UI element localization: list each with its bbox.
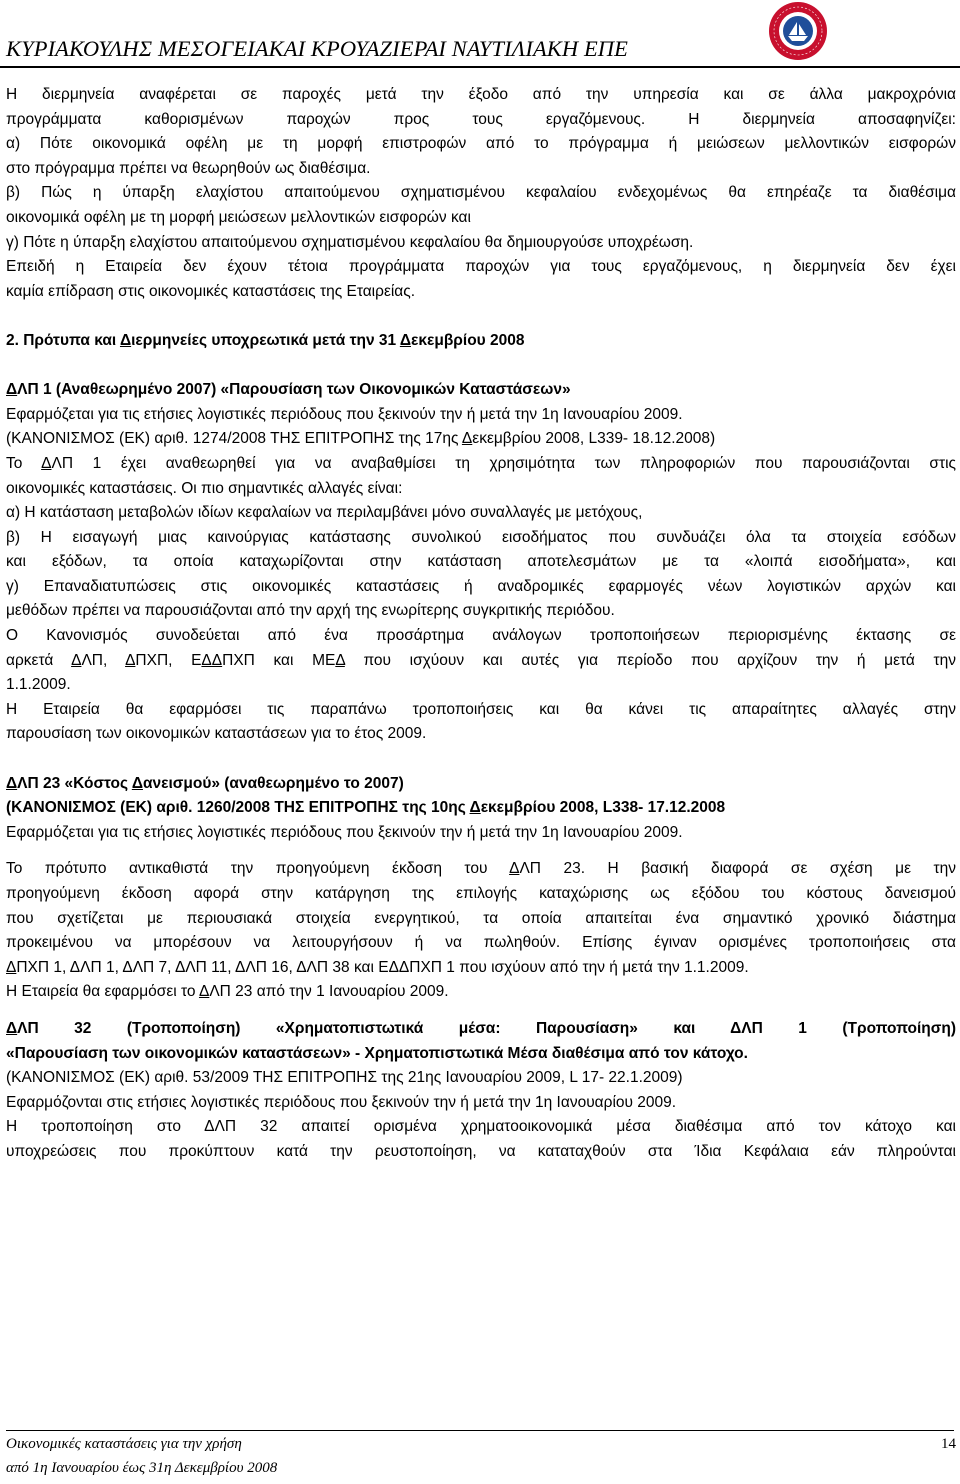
text-line: α) Πότε οικονομικά οφέλη με τη μορφή επιστροφών από το πρόγραμμα ή μειώσεων μελλοντικών εισφορών — [6, 135, 956, 153]
text-line: Επειδή η Εταιρεία δεν έχουν τέτοια προγράμματα παροχών για τους εργαζόμενους, η διερμηνεία δεν έχει — [6, 258, 956, 276]
regulation-reference: (ΚΑΝΟΝΙΣΜΟΣ (ΕΚ) αριθ. 1260/2008 ΤΗΣ ΕΠΙΤΡΟΠΗΣ της 10ης Δεκεμβρίου 2008, L338- 17.12.2008 — [6, 799, 726, 817]
footer-report-title: Οικονομικές καταστάσεις για την χρήση — [6, 1436, 242, 1452]
text-line: προκειμένου να μπορέσουν να λειτουργήσουν ή να πωληθούν. Επίσης έγιναν ορισμένες τροποποιήσεις στα — [6, 934, 956, 952]
text-line: Η Εταιρεία θα εφαρμόσει το ΔΛΠ 23 από την 1 Ιανουαρίου 2009. — [6, 983, 449, 1001]
footer-period: από 1η Ιανουαρίου έως 31η Δεκεμβρίου 2008 — [6, 1460, 278, 1476]
footer-divider — [6, 1430, 954, 1431]
text-line: Εφαρμόζονται στις ετήσιες λογιστικές περιόδους που ξεκινούν την ή μετά την 1η Ιανουαρίου 2009. — [6, 1093, 677, 1111]
text-line: καμία επίδραση στις οικονομικές καταστάσεις της Εταιρείας. — [6, 282, 416, 300]
page-header — [0, 0, 960, 68]
standard-heading: ΔΛΠ 23 «Κόστος Δανεισμού» (αναθεωρημένο το 2007) — [6, 774, 404, 792]
company-logo-icon — [758, 0, 838, 62]
text-line: οικονομικές καταστάσεις. Οι πιο σημαντικές αλλαγές είναι: — [6, 479, 403, 497]
text-line: 1.1.2009. — [6, 676, 71, 694]
text-line: Ο Κανονισμός συνοδεύεται από ένα προσάρτημα ανάλογων τροποποιήσεων περιορισμένης έκτασης σε — [6, 627, 956, 645]
text-line: υποχρεώσεις που προκύπτουν κατά την ρευστοποίηση, να καταταχθούν στα Ίδια Κεφάλαια εάν πληρούνται — [6, 1142, 956, 1160]
standard-heading: ΔΛΠ 1 (Αναθεωρημένο 2007) «Παρουσίαση των Οικονομικών Καταστάσεων» — [6, 381, 571, 399]
page-number: 14 — [941, 1436, 956, 1452]
text-line: Το πρότυπο αντικαθιστά την προηγούμενη έκδοση του ΔΛΠ 23. Η βασική διαφορά σε σχέση με την — [6, 860, 956, 878]
text-line: Το ΔΛΠ 1 έχει αναθεωρηθεί για να αναβαθμίσει τη χρησιμότητα των πληροφοριών που παρουσιάζονται στις — [6, 454, 956, 472]
text-line: Εφαρμόζεται για τις ετήσιες λογιστικές περιόδους που ξεκινούν την ή μετά την 1η Ιανουαρίου 2009. — [6, 405, 683, 423]
standard-heading: «Παρουσίαση των οικονομικών καταστάσεων» - Χρηματοπιστωτικά Μέσα διαθέσιμα από τον κάτοχο. — [6, 1044, 748, 1062]
document-body — [6, 83, 956, 1165]
text-line: β) Η εισαγωγή μιας καινούργιας κατάστασης συνολικού εισοδήματος που συνδυάζει όλα τα στοιχεία εσόδων — [6, 528, 956, 546]
text-line: που σχετίζεται με περιουσιακά στοιχεία ενεργητικού, τα οποία απαιτείται ένα σημαντικό χρονικό διάστημα — [6, 909, 956, 927]
standard-heading: ΔΛΠ 32 (Τροποποίηση) «Χρηματοπιστωτικά μέσα: Παρουσίαση» και ΔΛΠ 1 (Τροποποίηση) — [6, 1019, 956, 1037]
text-line: προηγούμενη έκδοση αφορά στην κατάργηση της επιλογής καταχώρισης ως εξόδου του κόστους δανεισμού — [6, 885, 956, 902]
text-line: οικονομικά οφέλη με τη μορφή μειώσεων μελλοντικών εισφορών και — [6, 208, 471, 226]
text-line: α) Η κατάσταση μεταβολών ιδίων κεφαλαίων να περιλαμβάνει μόνο συναλλαγές με μετόχους, — [6, 504, 643, 522]
text-line: γ) Επαναδιατυπώσεις στις οικονομικές καταστάσεις ή αναδρομικές εφαρμογές νέων λογιστικών αρχών και — [6, 577, 956, 595]
text-line: προγράμματα καθορισμένων παροχών προς τους εργαζόμενους. Η διερμηνεία αποσαφηνίζει: — [6, 110, 956, 128]
text-line: Η Εταιρεία θα εφαρμόσει τις παραπάνω τροποποιήσεις και θα κάνει τις απαραίτητες αλλαγές στην — [6, 700, 956, 718]
text-line: ΔΠΧΠ 1, ΔΛΠ 1, ΔΛΠ 7, ΔΛΠ 11, ΔΛΠ 16, ΔΛΠ 38 και ΕΔΔΠΧΠ 1 που ισχύουν από την ή μετά την 1.1.2009. — [6, 958, 749, 976]
regulation-reference: (ΚΑΝΟΝΙΣΜΟΣ (ΕΚ) αριθ. 53/2009 ΤΗΣ ΕΠΙΤΡΟΠΗΣ της 21ης Ιανουαρίου 2009, L 17- 22.1.2009) — [6, 1069, 683, 1087]
company-title: ΚΥΡΙΑΚΟΥΛΗΣ ΜΕΣΟΓΕΙΑΚΑΙ ΚΡΟΥΑΖΙΕΡΑΙ ΝΑΥΤΙΛΙΑΚΗ ΕΠΕ — [6, 36, 629, 61]
text-line: στο πρόγραμμα πρέπει να θεωρηθούν ως διαθέσιμα. — [6, 159, 371, 177]
text-line: β) Πώς η ύπαρξη ελαχίστου απαιτούμενου σχηματισμένου κεφαλαίου ενδεχομένως θα επηρέαζε τα διαθέσιμα — [6, 184, 956, 202]
text-line: και εξόδων, τα οποία καταχωρίζονται στην κατάσταση αποτελεσμάτων με τα «λοιπά εισοδήματα», και — [6, 553, 956, 571]
text-line: Εφαρμόζεται για τις ετήσιες λογιστικές περιόδους που ξεκινούν την ή μετά την 1η Ιανουαρίου 2009. — [6, 823, 683, 841]
regulation-reference: (ΚΑΝΟΝΙΣΜΟΣ (ΕΚ) αριθ. 1274/2008 ΤΗΣ ΕΠΙΤΡΟΠΗΣ της 17ης Δεκεμβρίου 2008, L339- 18.12.2008) — [6, 430, 716, 448]
text-line: Η τροποποίηση στο ΔΛΠ 32 απαιτεί ορισμένα χρηματοοικονομικά μέσα διαθέσιμα από τον κάτοχο και — [6, 1118, 956, 1136]
text-line: μεθόδων πρέπει να παρουσιάζονται από την αρχή της ενωρίτερης συγκριτικής περιόδου. — [6, 602, 615, 620]
text-line: γ) Πότε η ύπαρξη ελαχίστου απαιτούμενου σχηματισμένου κεφαλαίου θα δημιουργούσε υποχρέωση. — [6, 233, 694, 251]
section-heading: 2. Πρότυπα και Διερμηνείες υποχρεωτικά μετά την 31 Δεκεμβρίου 2008 — [6, 331, 525, 349]
text-line: αρκετά ΔΛΠ, ΔΠΧΠ, ΕΔΔΠΧΠ και ΜΕΔ που ισχύουν και αυτές για περίοδο που αρχίζουν την ή μετά την — [6, 651, 956, 669]
text-line: παρουσίαση των οικονομικών καταστάσεων για το έτος 2009. — [6, 725, 427, 743]
text-line: Η διερμηνεία αναφέρεται σε παροχές μετά την έξοδο από την υπηρεσία και σε άλλα μακροχρόνια — [6, 86, 956, 103]
